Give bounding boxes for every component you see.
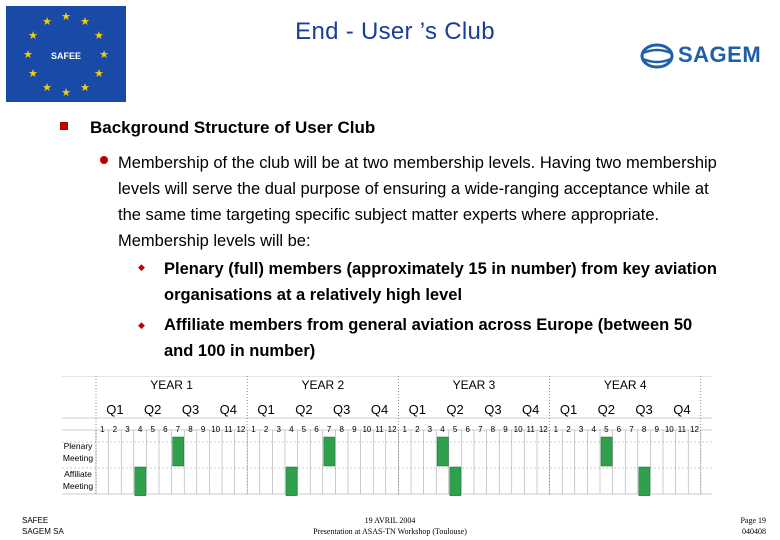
month-label: 4 <box>591 425 596 434</box>
membership-paragraph: Membership of the club will be at two membership levels. Having two membership levels will serve the dual purpose of ensuring a wide-ranging acceptance while at the same time targeting specific subject matter experts where appropriate. Membership levels will be: <box>118 154 717 250</box>
month-label: 6 <box>465 425 470 434</box>
month-label: 6 <box>616 425 622 434</box>
month-label: 10 <box>211 425 221 434</box>
quarter-label: Q3 <box>181 402 200 417</box>
star-icon: ★ <box>23 49 33 61</box>
row-label: Plenary Meeting <box>62 441 94 463</box>
star-icon: ★ <box>61 87 71 99</box>
meeting-marker <box>173 437 184 466</box>
month-label: 1 <box>553 425 559 434</box>
quarter-label: Q1 <box>257 402 275 417</box>
month-label: 1 <box>402 425 407 434</box>
meeting-marker <box>437 437 448 466</box>
star-icon: ★ <box>42 16 52 29</box>
month-label: 11 <box>224 425 233 434</box>
month-label: 2 <box>415 425 420 434</box>
month-label: 7 <box>326 425 332 434</box>
doc-code: 040408 <box>742 527 766 536</box>
year-label: YEAR 3 <box>452 378 496 392</box>
month-label: 12 <box>538 425 548 434</box>
meeting-marker <box>601 437 612 466</box>
month-label: 10 <box>513 425 523 434</box>
quarter-label: Q1 <box>408 402 426 417</box>
meeting-marker <box>639 467 650 496</box>
month-label: 8 <box>339 425 344 434</box>
page-title: End - User ’s Club <box>295 18 495 45</box>
quarter-label: Q2 <box>295 402 313 417</box>
month-label: 8 <box>490 425 496 434</box>
section-heading: Background Structure of User Club <box>90 118 376 137</box>
month-label: 7 <box>629 425 634 434</box>
month-label: 3 <box>276 425 281 434</box>
month-label: 3 <box>578 425 584 434</box>
quarter-label: Q2 <box>597 402 615 417</box>
month-label: 8 <box>641 425 647 434</box>
month-label: 2 <box>112 425 118 434</box>
quarter-label: Q4 <box>673 402 691 417</box>
quarter-label: Q3 <box>635 402 653 417</box>
safee-logo <box>6 6 126 102</box>
year-label: YEAR 4 <box>603 378 647 392</box>
footer-right <box>728 515 766 537</box>
star-icon: ★ <box>28 30 39 42</box>
month-label: 9 <box>654 425 659 434</box>
month-label: 6 <box>163 425 168 434</box>
quarter-label: Q4 <box>219 402 237 417</box>
sagem-logo <box>640 40 770 74</box>
month-label: 6 <box>314 425 319 434</box>
footer-event: Presentation at ASAS-TN Workshop (Toulouse) <box>313 527 467 536</box>
month-label: 11 <box>526 425 535 434</box>
quarter-label: Q2 <box>144 402 162 417</box>
year-label: YEAR 1 <box>150 378 193 392</box>
star-icon: ★ <box>99 49 109 61</box>
quarter-label: Q4 <box>370 402 389 417</box>
bullet-diamond-icon: ◆ <box>138 320 145 330</box>
month-label: 10 <box>362 425 372 434</box>
quarter-label: Q2 <box>446 402 464 417</box>
month-label: 12 <box>690 425 699 434</box>
meeting-marker <box>135 467 146 496</box>
month-label: 4 <box>137 425 143 434</box>
month-label: 3 <box>427 425 433 434</box>
footer-left-line1: SAFEE <box>22 516 49 525</box>
month-label: 8 <box>188 425 193 434</box>
bullet-square-icon <box>60 122 68 130</box>
month-label: 5 <box>301 425 307 434</box>
month-label: 12 <box>236 425 246 434</box>
footer-left <box>22 515 64 537</box>
meeting-timeline <box>62 376 712 496</box>
month-label: 9 <box>503 425 508 434</box>
page-number: Page 19 <box>740 516 766 525</box>
meeting-marker <box>324 437 335 466</box>
month-label: 7 <box>175 425 181 434</box>
month-label: 2 <box>566 425 571 434</box>
meeting-marker <box>450 467 461 496</box>
month-label: 10 <box>664 425 674 434</box>
plenary-members-item: Plenary (full) members (approximately 15 in number) from key aviation organisations at a relatively high level <box>164 260 717 304</box>
star-icon: ★ <box>28 68 39 80</box>
quarter-label: Q3 <box>484 402 502 417</box>
month-label: 4 <box>440 425 445 434</box>
month-label: 5 <box>452 425 458 434</box>
month-label: 5 <box>150 425 155 434</box>
month-label: 5 <box>604 425 609 434</box>
eu-stars-icon <box>6 6 126 102</box>
meeting-marker <box>286 467 297 496</box>
bullet-dot-icon <box>100 156 108 164</box>
bullet-diamond-icon: ◆ <box>138 262 145 272</box>
star-icon: ★ <box>42 81 52 94</box>
month-label: 7 <box>478 425 483 434</box>
month-label: 9 <box>200 425 206 434</box>
star-icon: ★ <box>93 68 104 80</box>
month-label: 2 <box>263 425 269 434</box>
quarter-label: Q3 <box>333 402 351 417</box>
sagem-logo-text: SAGEM <box>678 42 762 67</box>
affiliate-members-item: Affiliate members from general aviation across Europe (between 50 and 100 in number) <box>164 316 693 360</box>
quarter-label: Q1 <box>106 402 124 417</box>
footer-left-line2: SAGEM SA <box>22 527 64 536</box>
month-label: 1 <box>100 425 105 434</box>
quarter-label: Q4 <box>522 402 540 417</box>
footer-center <box>250 515 530 537</box>
month-label: 4 <box>289 425 294 434</box>
month-label: 1 <box>251 425 256 434</box>
month-label: 11 <box>375 425 384 434</box>
footer-date: 19 AVRIL 2004 <box>364 516 416 525</box>
month-label: 11 <box>677 425 687 434</box>
star-icon: ★ <box>93 30 104 42</box>
safee-logo-text: SAFEE <box>50 51 82 61</box>
month-label: 3 <box>125 425 130 434</box>
star-icon: ★ <box>80 16 90 29</box>
year-label: YEAR 2 <box>301 378 345 392</box>
sagem-globe-icon <box>640 42 674 70</box>
star-icon: ★ <box>61 11 71 23</box>
month-label: 9 <box>352 425 357 434</box>
row-label: Affiliate Meeting <box>62 469 94 491</box>
star-icon: ★ <box>80 81 90 94</box>
quarter-label: Q1 <box>559 402 578 417</box>
month-label: 12 <box>387 425 397 434</box>
